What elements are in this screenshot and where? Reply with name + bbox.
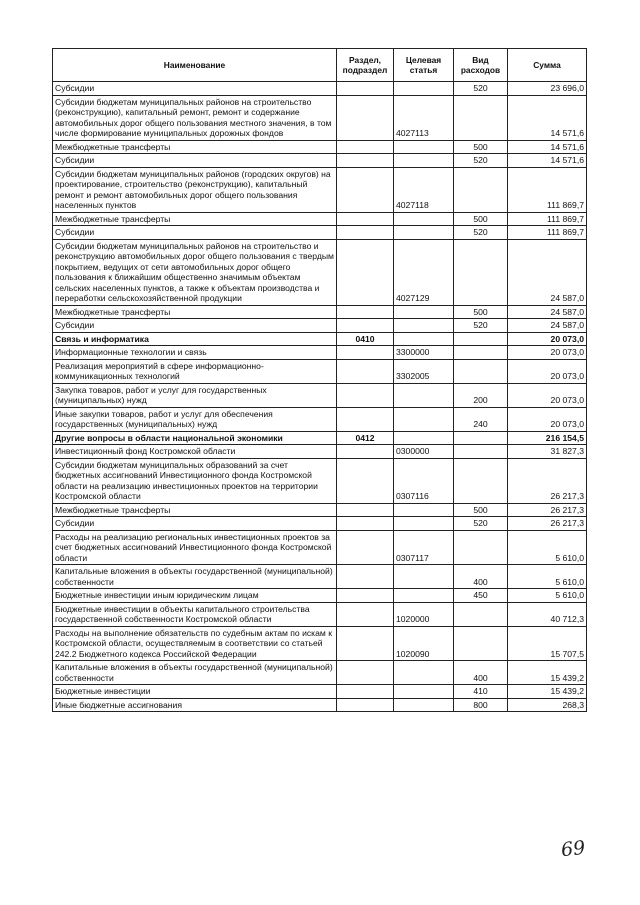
cell-sum: 20 073,0 bbox=[508, 383, 587, 407]
table-row bbox=[53, 503, 587, 517]
cell-name: Субсидии bbox=[53, 517, 337, 531]
cell-razdel bbox=[337, 95, 394, 140]
cell-target bbox=[394, 319, 454, 333]
cell-name: Иные закупки товаров, работ и услуг для обеспечения государственных (муниципальных) нужд bbox=[53, 407, 337, 431]
table-header-row bbox=[53, 49, 587, 82]
cell-name: Иные бюджетные ассигнования bbox=[53, 698, 337, 712]
cell-vid: 410 bbox=[454, 685, 508, 699]
cell-target bbox=[394, 82, 454, 96]
header-target: Целевая статья bbox=[394, 49, 454, 82]
table-row bbox=[53, 346, 587, 360]
cell-target bbox=[394, 698, 454, 712]
cell-razdel bbox=[337, 530, 394, 565]
cell-sum: 20 073,0 bbox=[508, 407, 587, 431]
cell-sum: 24 587,0 bbox=[508, 305, 587, 319]
cell-razdel bbox=[337, 698, 394, 712]
cell-vid: 520 bbox=[454, 517, 508, 531]
table-row bbox=[53, 226, 587, 240]
cell-target bbox=[394, 226, 454, 240]
cell-target: 0300000 bbox=[394, 445, 454, 459]
cell-name: Капитальные вложения в объекты государственной (муниципальной) собственности bbox=[53, 661, 337, 685]
cell-name: Субсидии bbox=[53, 154, 337, 168]
table-row bbox=[53, 383, 587, 407]
table-row bbox=[53, 565, 587, 589]
cell-razdel bbox=[337, 154, 394, 168]
cell-razdel bbox=[337, 661, 394, 685]
cell-vid: 520 bbox=[454, 154, 508, 168]
cell-sum: 26 217,3 bbox=[508, 517, 587, 531]
cell-name: Межбюджетные трансферты bbox=[53, 140, 337, 154]
cell-name: Субсидии бюджетам муниципальных районов (городских округов) на проектирование, строительство (реконструкцию), капитальный ремонт и ремонт автомобильных дорог общего пользования населенных пунктов bbox=[53, 167, 337, 212]
cell-sum: 5 610,0 bbox=[508, 565, 587, 589]
cell-vid: 500 bbox=[454, 305, 508, 319]
cell-target bbox=[394, 383, 454, 407]
cell-name: Расходы на реализацию региональных инвестиционных проектов за счет бюджетных ассигнований Инвестиционного фонда Костромской области bbox=[53, 530, 337, 565]
cell-name: Закупка товаров, работ и услуг для государственных (муниципальных) нужд bbox=[53, 383, 337, 407]
cell-target bbox=[394, 431, 454, 445]
cell-razdel bbox=[337, 226, 394, 240]
cell-name: Другие вопросы в области национальной экономики bbox=[53, 431, 337, 445]
cell-sum: 31 827,3 bbox=[508, 445, 587, 459]
cell-target bbox=[394, 503, 454, 517]
cell-name: Субсидии bbox=[53, 226, 337, 240]
cell-sum: 111 869,7 bbox=[508, 167, 587, 212]
table-row bbox=[53, 332, 587, 346]
cell-target bbox=[394, 565, 454, 589]
cell-sum: 14 571,6 bbox=[508, 140, 587, 154]
cell-razdel bbox=[337, 239, 394, 305]
cell-sum: 14 571,6 bbox=[508, 154, 587, 168]
budget-table bbox=[52, 48, 587, 712]
cell-razdel bbox=[337, 589, 394, 603]
cell-vid bbox=[454, 602, 508, 626]
cell-name: Расходы на выполнение обязательств по судебным актам по искам к Костромской области, осуществляемым в соответствии со статьей 242.2 Бюджетного кодекса Российской Федерации bbox=[53, 626, 337, 661]
cell-sum: 23 696,0 bbox=[508, 82, 587, 96]
table-row bbox=[53, 458, 587, 503]
cell-name: Субсидии бюджетам муниципальных районов на строительство и реконструкцию автомобильных дорог общего пользования с твердым покрытием, ведущих от сети автомобильных дорог общего пользования к ближайшим общественно значимым объектам сельских населенных пунктов, а также к объектам производства и переработки сельскохозяйственной продукции bbox=[53, 239, 337, 305]
cell-name: Субсидии bbox=[53, 319, 337, 333]
cell-name: Субсидии бюджетам муниципальных образований за счет бюджетных ассигнований Инвестиционного фонда Костромской области на реализацию инвестиционных проектов на территории Костромской области bbox=[53, 458, 337, 503]
cell-vid: 500 bbox=[454, 140, 508, 154]
cell-vid bbox=[454, 346, 508, 360]
cell-name: Межбюджетные трансферты bbox=[53, 212, 337, 226]
cell-sum: 26 217,3 bbox=[508, 503, 587, 517]
cell-name: Бюджетные инвестиции иным юридическим лицам bbox=[53, 589, 337, 603]
table-row bbox=[53, 517, 587, 531]
table-body bbox=[53, 82, 587, 712]
table-row bbox=[53, 212, 587, 226]
cell-target bbox=[394, 517, 454, 531]
cell-name: Информационные технологии и связь bbox=[53, 346, 337, 360]
table-row bbox=[53, 167, 587, 212]
cell-name: Межбюджетные трансферты bbox=[53, 503, 337, 517]
cell-razdel bbox=[337, 503, 394, 517]
table-row bbox=[53, 685, 587, 699]
cell-target: 1020000 bbox=[394, 602, 454, 626]
cell-razdel bbox=[337, 167, 394, 212]
cell-name: Капитальные вложения в объекты государственной (муниципальной) собственности bbox=[53, 565, 337, 589]
cell-name: Связь и информатика bbox=[53, 332, 337, 346]
cell-vid: 400 bbox=[454, 565, 508, 589]
cell-name: Инвестиционный фонд Костромской области bbox=[53, 445, 337, 459]
cell-vid bbox=[454, 530, 508, 565]
header-vid: Вид расходов bbox=[454, 49, 508, 82]
cell-target bbox=[394, 154, 454, 168]
table-row bbox=[53, 661, 587, 685]
header-name: Наименование bbox=[53, 49, 337, 82]
table-row bbox=[53, 305, 587, 319]
table-row bbox=[53, 95, 587, 140]
cell-target bbox=[394, 407, 454, 431]
table-row bbox=[53, 239, 587, 305]
cell-vid bbox=[454, 431, 508, 445]
table-row bbox=[53, 530, 587, 565]
table-row bbox=[53, 589, 587, 603]
cell-sum: 5 610,0 bbox=[508, 589, 587, 603]
header-sum: Сумма bbox=[508, 49, 587, 82]
cell-sum: 5 610,0 bbox=[508, 530, 587, 565]
cell-razdel bbox=[337, 383, 394, 407]
cell-sum: 20 073,0 bbox=[508, 332, 587, 346]
table-row bbox=[53, 626, 587, 661]
cell-vid bbox=[454, 167, 508, 212]
cell-sum: 40 712,3 bbox=[508, 602, 587, 626]
table-row bbox=[53, 319, 587, 333]
cell-vid bbox=[454, 359, 508, 383]
cell-vid: 400 bbox=[454, 661, 508, 685]
cell-target bbox=[394, 589, 454, 603]
cell-sum: 111 869,7 bbox=[508, 212, 587, 226]
cell-razdel bbox=[337, 140, 394, 154]
cell-target: 4027113 bbox=[394, 95, 454, 140]
cell-name: Субсидии бюджетам муниципальных районов на строительство (реконструкцию), капитальный ремонт, ремонт и содержание автомобильных дорог общего пользования местного значения, в том числе формирование муниципальных дорожных фондов bbox=[53, 95, 337, 140]
cell-name: Межбюджетные трансферты bbox=[53, 305, 337, 319]
cell-name: Субсидии bbox=[53, 82, 337, 96]
cell-target bbox=[394, 305, 454, 319]
cell-target bbox=[394, 332, 454, 346]
cell-target: 4027129 bbox=[394, 239, 454, 305]
cell-razdel bbox=[337, 346, 394, 360]
cell-target: 0307117 bbox=[394, 530, 454, 565]
cell-razdel bbox=[337, 602, 394, 626]
cell-name: Бюджетные инвестиции в объекты капитального строительства государственной собственности Костромской области bbox=[53, 602, 337, 626]
cell-target: 4027118 bbox=[394, 167, 454, 212]
table-row bbox=[53, 154, 587, 168]
cell-vid bbox=[454, 445, 508, 459]
cell-name: Реализация мероприятий в сфере информационно-коммуникационных технологий bbox=[53, 359, 337, 383]
cell-razdel: 0410 bbox=[337, 332, 394, 346]
cell-target: 3302005 bbox=[394, 359, 454, 383]
table-row bbox=[53, 431, 587, 445]
cell-vid bbox=[454, 626, 508, 661]
cell-vid: 240 bbox=[454, 407, 508, 431]
cell-razdel bbox=[337, 458, 394, 503]
cell-target: 3300000 bbox=[394, 346, 454, 360]
cell-sum: 20 073,0 bbox=[508, 346, 587, 360]
cell-vid: 800 bbox=[454, 698, 508, 712]
cell-vid: 200 bbox=[454, 383, 508, 407]
cell-vid bbox=[454, 239, 508, 305]
cell-target bbox=[394, 212, 454, 226]
table-row bbox=[53, 445, 587, 459]
cell-name: Бюджетные инвестиции bbox=[53, 685, 337, 699]
cell-target: 1020090 bbox=[394, 626, 454, 661]
cell-sum: 216 154,5 bbox=[508, 431, 587, 445]
cell-vid bbox=[454, 458, 508, 503]
cell-sum: 26 217,3 bbox=[508, 458, 587, 503]
cell-vid bbox=[454, 95, 508, 140]
cell-sum: 15 707,5 bbox=[508, 626, 587, 661]
cell-vid: 500 bbox=[454, 212, 508, 226]
cell-target: 0307116 bbox=[394, 458, 454, 503]
cell-razdel bbox=[337, 565, 394, 589]
cell-vid: 520 bbox=[454, 319, 508, 333]
table-row bbox=[53, 140, 587, 154]
cell-vid: 450 bbox=[454, 589, 508, 603]
cell-target bbox=[394, 685, 454, 699]
cell-vid: 520 bbox=[454, 82, 508, 96]
cell-vid bbox=[454, 332, 508, 346]
cell-sum: 111 869,7 bbox=[508, 226, 587, 240]
cell-sum: 15 439,2 bbox=[508, 685, 587, 699]
cell-sum: 24 587,0 bbox=[508, 319, 587, 333]
cell-razdel bbox=[337, 82, 394, 96]
cell-sum: 24 587,0 bbox=[508, 239, 587, 305]
cell-target bbox=[394, 661, 454, 685]
table-row bbox=[53, 407, 587, 431]
cell-target bbox=[394, 140, 454, 154]
table-row bbox=[53, 82, 587, 96]
cell-razdel bbox=[337, 445, 394, 459]
table-row bbox=[53, 602, 587, 626]
cell-razdel bbox=[337, 319, 394, 333]
cell-vid: 520 bbox=[454, 226, 508, 240]
page-number: 69 bbox=[559, 836, 587, 862]
cell-vid: 500 bbox=[454, 503, 508, 517]
cell-sum: 14 571,6 bbox=[508, 95, 587, 140]
cell-sum: 268,3 bbox=[508, 698, 587, 712]
cell-razdel bbox=[337, 305, 394, 319]
cell-razdel bbox=[337, 626, 394, 661]
table-row bbox=[53, 359, 587, 383]
cell-razdel bbox=[337, 407, 394, 431]
cell-razdel bbox=[337, 517, 394, 531]
cell-razdel bbox=[337, 212, 394, 226]
cell-sum: 20 073,0 bbox=[508, 359, 587, 383]
cell-razdel: 0412 bbox=[337, 431, 394, 445]
cell-razdel bbox=[337, 359, 394, 383]
table-row bbox=[53, 698, 587, 712]
cell-razdel bbox=[337, 685, 394, 699]
cell-sum: 15 439,2 bbox=[508, 661, 587, 685]
header-razdel: Раздел, подраздел bbox=[337, 49, 394, 82]
